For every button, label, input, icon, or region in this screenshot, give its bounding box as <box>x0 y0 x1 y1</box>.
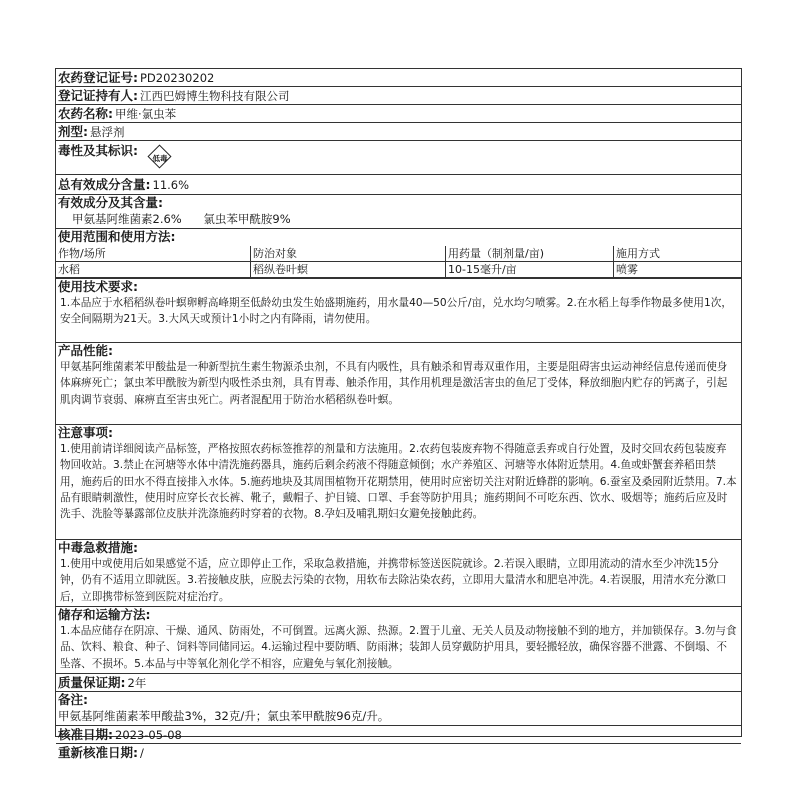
shelf-label: 质量保证期: <box>58 675 126 690</box>
holder-row <box>56 87 741 105</box>
shelf-row <box>56 674 741 692</box>
low-toxicity-badge-icon <box>146 143 174 171</box>
firstaid-row <box>56 540 741 607</box>
reapprove-value: / <box>140 746 144 760</box>
perf-text: 甲氨基阿维菌素苯甲酸盐是一种新型抗生素生物源杀虫剂，不具有内吸性，具有触杀和胃毒双重作用，主要是阻碍害虫运动神经信息传递而使身体麻痹死亡；氯虫苯甲酰胺为新型内吸性杀虫剂，具有胃毒、触杀作用，其作用机理是激活害虫的鱼尼丁受体，释放细胞内贮存的钙离子，引起肌肉调节衰弱、麻痹直至害虫死亡。两者混配用于防治水稻稻纵卷叶螟。 <box>60 361 728 406</box>
remark-row <box>56 692 741 726</box>
ingredient-1: 甲氨基阿维菌素2.6% <box>72 212 182 226</box>
form-label: 剂型: <box>58 124 88 139</box>
storage-label: 储存和运输方法: <box>58 607 151 622</box>
usage-table-header <box>56 246 741 262</box>
notice-text: 1.使用前请详细阅读产品标签，严格按照农药标签推荐的剂量和方法施用。2.农药包装废弃物不得随意丢弃或自行处置，及时交回农药包装废弃物回收站。3.禁止在河塘等水体中清洗施药器具，施药后剩余药液不得随意倾倒；水产养殖区、河塘等水体附近禁用。4.鱼或虾蟹套养稻田禁用，施药后的田水不得直接排入水体。5.施药地块及其周围植物开花期禁用，使用时应密切关注对附近蜂群的影响。6.蚕室及桑园附近禁用。7.本品有眼睛刺激性，使用时应穿长衣长裤、靴子，戴帽子、护目镜、口罩、手套等防护用具；施药期间不可吃东西、饮水、吸烟等；施药后应及时洗手、洗脸等暴露部位皮肤并洗涤施药时穿着的衣物。8.孕妇及哺乳期妇女避免接触此药。 <box>60 443 737 521</box>
name-value: 甲维·氯虫苯 <box>115 107 177 121</box>
storage-row <box>56 607 741 674</box>
reg-no-label: 农药登记证号: <box>58 70 138 85</box>
holder-label: 登记证持有人: <box>58 88 138 103</box>
ingredients-row <box>56 195 741 229</box>
storage-text: 1.本品应储存在阴凉、干燥、通风、防雨处，不可倒置。远离火源、热源。2.置于儿童、无关人员及动物接触不到的地方，并加锁保存。3.勿与食品、饮料、粮食、种子、饲料等同储同运。4.运输过程中要防晒、防雨淋；装卸人员穿戴防护用具，要轻搬轻放，确保容器不泄露、不倒塌、不坠落、不损坏。5.本品与中等氧化剂化学不相容，应避免与氧化剂接触。 <box>60 625 737 670</box>
form-value: 悬浮剂 <box>90 125 125 139</box>
reg-no-value: PD20230202 <box>140 71 215 85</box>
usage-table-wrap <box>56 246 741 279</box>
reapprove-label: 重新核准日期: <box>58 745 138 760</box>
approve-label: 核准日期: <box>58 727 113 742</box>
notice-label: 注意事项: <box>58 425 113 440</box>
remark-label: 备注: <box>58 692 88 707</box>
usage-table <box>56 246 741 278</box>
reapprove-row <box>56 744 741 762</box>
usage-header-dosage: 用药量（制剂量/亩) <box>446 246 614 262</box>
tech-row <box>56 279 741 343</box>
toxicity-label: 毒性及其标识: <box>58 143 138 158</box>
usage-cell-crop: 水稻 <box>56 262 251 278</box>
usage-header-method: 施用方式 <box>614 246 742 262</box>
toxicity-badge-text: 低毒 <box>152 154 168 163</box>
perf-row <box>56 343 741 425</box>
usage-cell-target: 稻纵卷叶螟 <box>251 262 446 278</box>
holder-value: 江西巴姆博生物科技有限公司 <box>140 89 290 103</box>
firstaid-label: 中毒急救措施: <box>58 540 138 555</box>
ingredients-label: 有效成分及其含量: <box>58 195 163 210</box>
name-label: 农药名称: <box>58 106 113 121</box>
total-row <box>56 175 741 195</box>
total-label: 总有效成分含量: <box>58 177 151 192</box>
reg-no-row <box>56 69 741 87</box>
label-document <box>55 68 742 760</box>
usage-range-label: 使用范围和使用方法: <box>58 229 176 244</box>
form-row <box>56 123 741 141</box>
remark-text: 甲氨基阿维菌素苯甲酸盐3%，32克/升；氯虫苯甲酰胺96克/升。 <box>58 709 390 723</box>
approve-row <box>56 726 741 744</box>
toxicity-row <box>56 141 741 175</box>
tech-label: 使用技术要求: <box>58 279 138 294</box>
usage-header-crop: 作物/场所 <box>56 246 251 262</box>
usage-cell-dosage: 10-15毫升/亩 <box>446 262 614 278</box>
usage-range-title-row <box>56 229 741 246</box>
table-row <box>56 262 741 278</box>
approve-value: 2023-05-08 <box>115 728 182 742</box>
total-value: 11.6% <box>152 178 190 192</box>
shelf-value: 2年 <box>127 676 147 690</box>
tech-text: 1.本品应于水稻稻纵卷叶螟卵孵高峰期至低龄幼虫发生始盛期施药，用水量40—50公斤/亩，兑水均匀喷雾。2.在水稻上每季作物最多使用1次，安全间隔期为21天。3.大风天或预计1小时之内有降雨，请勿使用。 <box>60 297 732 326</box>
perf-label: 产品性能: <box>58 343 113 358</box>
usage-header-target: 防治对象 <box>251 246 446 262</box>
notice-row <box>56 425 741 540</box>
ingredient-2: 氯虫苯甲酰胺9% <box>203 212 291 226</box>
name-row <box>56 105 741 123</box>
usage-cell-method: 喷雾 <box>614 262 742 278</box>
firstaid-text: 1.使用中或使用后如果感觉不适，应立即停止工作，采取急救措施，并携带标签送医院就诊。2.若误入眼睛，立即用流动的清水至少冲洗15分钟，仍有不适用立即就医。3.若接触皮肤，应脱去污染的衣物，用软布去除沾染农药，立即用大量清水和肥皂冲洗。4.若误服，用清水充分漱口后，立即携带标签到医院对症治疗。 <box>60 558 727 603</box>
